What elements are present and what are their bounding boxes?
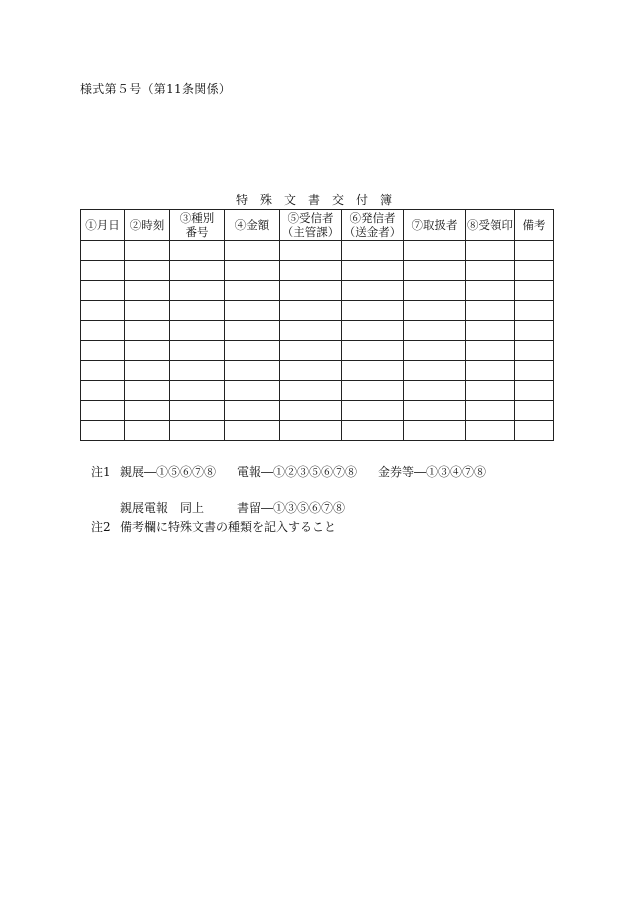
table-cell <box>125 361 170 381</box>
table-cell <box>404 261 466 281</box>
table-cell <box>170 321 225 341</box>
table-cell <box>81 401 125 421</box>
table-cell <box>225 321 280 341</box>
header-remarks: 備考 <box>515 210 554 241</box>
table-cell <box>225 261 280 281</box>
table-cell <box>125 421 170 441</box>
table-cell <box>125 281 170 301</box>
table-cell <box>515 341 554 361</box>
table-cell <box>225 381 280 401</box>
table-cell <box>404 321 466 341</box>
table-row <box>81 281 554 301</box>
table-cell <box>466 361 515 381</box>
table-cell <box>404 361 466 381</box>
table-cell <box>170 261 225 281</box>
note1-personal-telegram: 親展電報 同上 <box>120 501 205 515</box>
table-cell <box>81 341 125 361</box>
table-cell <box>404 401 466 421</box>
table-cell <box>404 281 466 301</box>
note1-registered: 書留―①③⑤⑥⑦⑧ <box>237 501 346 515</box>
table-row <box>81 401 554 421</box>
table-cell <box>280 401 342 421</box>
table-cell <box>225 241 280 261</box>
table-cell <box>225 301 280 321</box>
table-cell <box>225 401 280 421</box>
table-cell <box>125 381 170 401</box>
header-sender: ⑥発信者 （送金者） <box>342 210 404 241</box>
table-cell <box>404 301 466 321</box>
note2-label: 注2 <box>91 520 111 534</box>
special-document-ledger-table <box>80 209 554 441</box>
table-cell <box>342 381 404 401</box>
table-cell <box>280 421 342 441</box>
table-cell <box>404 421 466 441</box>
table-cell <box>466 241 515 261</box>
table-cell <box>342 241 404 261</box>
table-cell <box>170 301 225 321</box>
note1-personal: 親展―①⑤⑥⑦⑧ <box>120 465 217 479</box>
table-cell <box>342 281 404 301</box>
note1-vouchers: 金券等―①③④⑦⑧ <box>378 465 487 479</box>
table-header-row <box>81 210 554 241</box>
table-cell <box>515 261 554 281</box>
table-cell <box>81 321 125 341</box>
table-cell <box>280 341 342 361</box>
table-cell <box>125 341 170 361</box>
note1-label: 注1 <box>91 465 111 479</box>
table-cell <box>81 361 125 381</box>
header-date: ①月日 <box>81 210 125 241</box>
note1-telegram: 電報―①②③⑤⑥⑦⑧ <box>237 465 358 479</box>
table-cell <box>515 281 554 301</box>
table-cell <box>342 341 404 361</box>
table-cell <box>342 361 404 381</box>
table-cell <box>342 261 404 281</box>
table-cell <box>81 381 125 401</box>
table-cell <box>81 281 125 301</box>
table-cell <box>515 401 554 421</box>
table-cell <box>466 421 515 441</box>
table-cell <box>170 281 225 301</box>
table-cell <box>170 381 225 401</box>
table-row <box>81 341 554 361</box>
table-cell <box>515 301 554 321</box>
table-cell <box>466 341 515 361</box>
form-number-label: 様式第５号（第11条関係） <box>80 82 232 96</box>
header-recipient: ⑤受信者 （主管課） <box>280 210 342 241</box>
table-cell <box>170 421 225 441</box>
table-cell <box>342 321 404 341</box>
table-cell <box>280 241 342 261</box>
table-cell <box>466 281 515 301</box>
table-cell <box>81 421 125 441</box>
table-row <box>81 321 554 341</box>
table-cell <box>466 401 515 421</box>
table-cell <box>466 321 515 341</box>
table-cell <box>404 341 466 361</box>
table-cell <box>515 361 554 381</box>
table-cell <box>170 401 225 421</box>
header-type-number: ③種別 番号 <box>170 210 225 241</box>
table-row <box>81 301 554 321</box>
table-row <box>81 261 554 281</box>
table-row <box>81 421 554 441</box>
table-row <box>81 361 554 381</box>
table-cell <box>225 361 280 381</box>
document-title: 特殊文書交付簿 <box>236 193 405 207</box>
table-cell <box>170 361 225 381</box>
table-cell <box>170 341 225 361</box>
table-cell <box>466 301 515 321</box>
table-cell <box>125 301 170 321</box>
table-cell <box>280 281 342 301</box>
table-cell <box>404 241 466 261</box>
table-cell <box>342 421 404 441</box>
table-cell <box>280 361 342 381</box>
table-row <box>81 241 554 261</box>
table-cell <box>404 381 466 401</box>
note2-text: 備考欄に特殊文書の種類を記入すること <box>120 520 337 534</box>
table-cell <box>280 381 342 401</box>
header-time: ②時刻 <box>125 210 170 241</box>
table-cell <box>225 421 280 441</box>
table-cell <box>280 321 342 341</box>
table-cell <box>342 301 404 321</box>
table-cell <box>81 261 125 281</box>
table-cell <box>515 321 554 341</box>
table-cell <box>466 261 515 281</box>
table-cell <box>280 301 342 321</box>
table-body <box>81 241 554 441</box>
header-handler: ⑦取扱者 <box>404 210 466 241</box>
header-amount: ④金額 <box>225 210 280 241</box>
table-cell <box>466 381 515 401</box>
table-cell <box>515 381 554 401</box>
table-cell <box>225 341 280 361</box>
table-row <box>81 381 554 401</box>
table-cell <box>125 261 170 281</box>
table-cell <box>515 421 554 441</box>
table-cell <box>125 401 170 421</box>
table-cell <box>125 241 170 261</box>
table-cell <box>125 321 170 341</box>
table-cell <box>280 261 342 281</box>
header-receipt-seal: ⑧受領印 <box>466 210 515 241</box>
table-cell <box>225 281 280 301</box>
table-cell <box>81 301 125 321</box>
table-cell <box>81 241 125 261</box>
table-cell <box>342 401 404 421</box>
table-cell <box>170 241 225 261</box>
table-cell <box>515 241 554 261</box>
